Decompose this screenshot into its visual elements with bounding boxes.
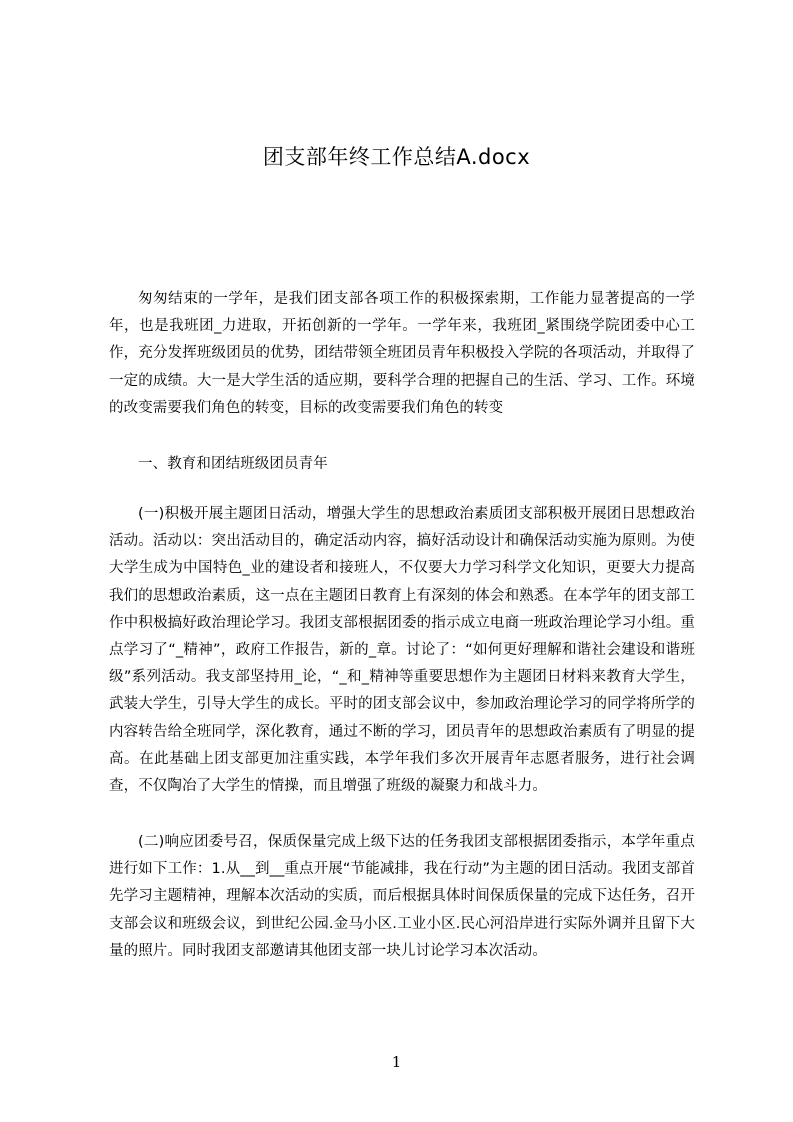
paragraph-section-1: (一)积极开展主题团日活动，增强大学生的思想政治素质团支部积极开展团日思想政治活动。活动以：突出活动目的，确定活动内容，搞好活动设计和确保活动实施为原则。为使大学生成为中国特色_业的建设者和接班人，不仅要大力学习科学文化知识，更要大力提高我们的思想政治素质，这一点在主题团日教育上有深刻的体会和熟悉。在本学年的团支部工作中积极搞好政治理论学习。我团支部根据团委的指示成立电商一班政治理论学习小组。重点学习了“_精神”，政府工作报告，新的_章。讨论了：“如何更好理解和谐社会建设和谐班级”系列活动。我支部坚持用_论，“_和_精神等重要思想作为主题团日材料来教育大学生，武装大学生，引导大学生的成长。平时的团支部会议中，参加政治理论学习的同学将所学的内容转告给全班同学，深化教育，通过不断的学习，团员青年的思想政治素质有了明显的提高。在此基础上团支部更加注重实践，本学年我们多次开展青年志愿者服务，进行社会调查，不仅陶冶了大学生的情操，而且增强了班级的凝聚力和战斗力。 xyxy=(109,506,695,795)
paragraph-section-2: (二)响应团委号召，保质保量完成上级下达的任务我团支部根据团委指示，本学年重点进行如下工作：1.从__到__重点开展“节能减排，我在行动”为主题的团日活动。我团支部首先学习主题精神，理解本次活动的实质，而后根据具体时间保质保量的完成下达任务，召开支部会议和班级会议，到世纪公园.金马小区.工业小区.民心河沿岸进行实际外调并且留下大量的照片。同时我团支部邀请其他团支部一块儿讨论学习本次活动。 xyxy=(109,834,695,959)
section-heading: 一、教育和团结班级团员青年 xyxy=(138,456,328,472)
paragraph-intro: 匆匆结束的一学年，是我们团支部各项工作的积极探索期，工作能力显著提高的一学年，也是我班团_力进取，开拓创新的一学年。一学年来，我班团_紧围绕学院团委中心工作，充分发挥班级团员的优势，团结带领全班团员青年积极投入学院的各项活动，并取得了一定的成绩。大一是大学生活的适应期，要科学合理的把握自己的生活、学习、工作。环境的改变需要我们角色的转变，目标的改变需要我们角色的转变 xyxy=(109,291,695,416)
page-number: 1 xyxy=(391,1053,402,1071)
document-title: 团支部年终工作总结A.docx xyxy=(262,145,531,169)
